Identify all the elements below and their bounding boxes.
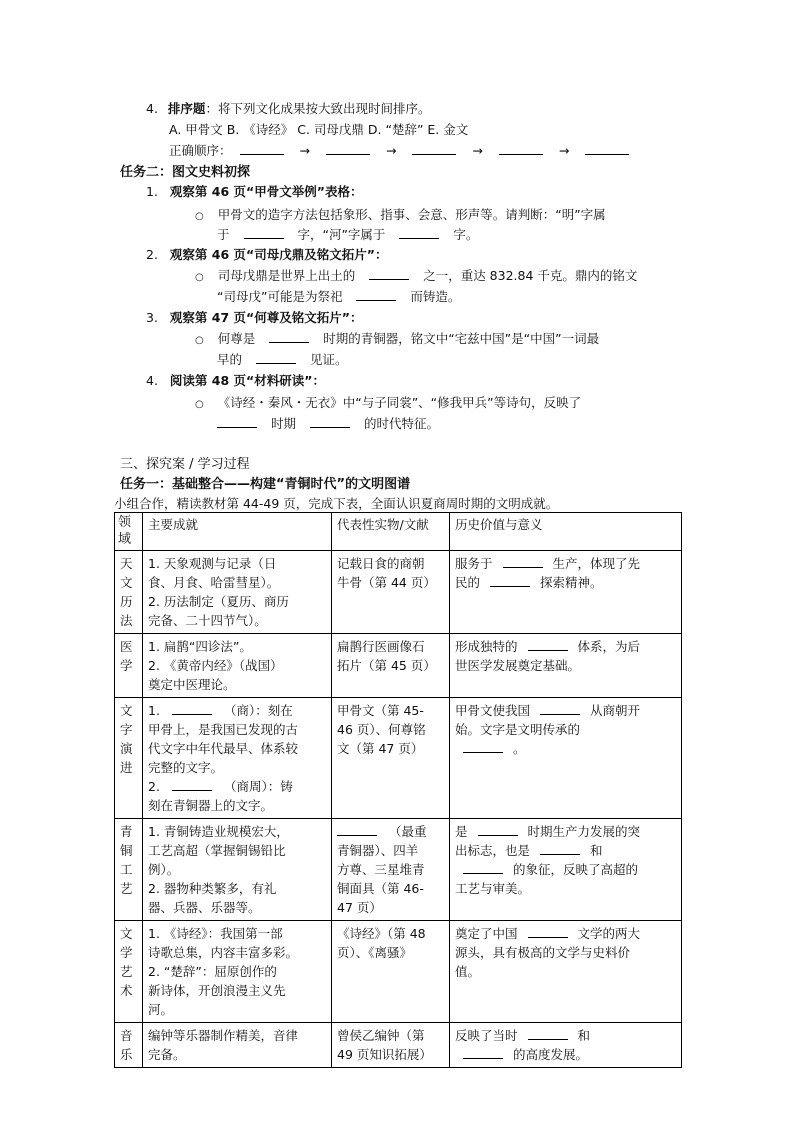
field-cell: 文 字 演 进 [115, 698, 143, 819]
item-number: 3. [146, 310, 158, 325]
q4-line [146, 99, 430, 117]
achievements-table [114, 512, 682, 1068]
task2-item-4-line-1 [195, 393, 581, 411]
line-text: 《诗经・秦风・无衣》中“与子同裳”、“修我甲兵”等诗句，反映了 [217, 395, 582, 410]
value-cell: 服务于 生产，体现了先 民的 探索精神。 [450, 551, 682, 634]
task2-item-3-line-2 [217, 350, 348, 368]
header-achievement: 主要成就 [143, 513, 332, 551]
arrow-icon: → [385, 143, 397, 158]
task2-item-1-line-1 [195, 205, 606, 223]
fill-blank[interactable] [269, 332, 309, 343]
task2-item-3 [146, 308, 362, 326]
artifact-cell: 记载日食的商朝 牛骨（第 44 页） [332, 551, 450, 634]
q4-title: 排序题 [167, 101, 206, 116]
line-text: 字，“河”字属于 [297, 227, 386, 242]
fill-blank[interactable] [172, 780, 212, 791]
field-cell: 医 学 [115, 634, 143, 698]
value-cell: 甲骨文使我国 从商朝开 始。文字是文明传承的 。 [450, 698, 682, 819]
achievement-cell: 1. 《诗经》：我国第一部 诗歌总集，内容丰富多彩。 2. “楚辞”：屈原创作的 新诗体，开创浪漫主义先 河。 [143, 921, 332, 1023]
fill-blank[interactable] [369, 269, 409, 280]
item-number: 1. [146, 184, 158, 199]
section3-task1: 任务一：基础整合——构建“青铜时代”的文明图谱 [120, 477, 411, 492]
item-number: 2. [146, 247, 158, 262]
artifact-cell: 扁鹊行医画像石 拓片（第 45 页） [332, 634, 450, 698]
fill-blank[interactable] [528, 640, 568, 651]
line-text: 于 [217, 227, 230, 242]
task2-item-4 [146, 371, 325, 389]
line-text: 时期 [270, 416, 296, 431]
q4-answer-row [169, 141, 633, 159]
task2-heading: 任务二：图文史料初探 [120, 165, 251, 180]
item-title: 观察第 46 页“司母戊鼎及铭文拓片”： [169, 247, 388, 262]
item-number: 4. [146, 373, 158, 388]
answer-blank-3[interactable] [412, 144, 456, 155]
achievement-cell: 1. 扁鹊“四诊法”。 2. 《黄帝内经》（战国） 奠定中医理论。 [143, 634, 332, 698]
bullet-circle-icon: ○ [195, 335, 204, 346]
achievement-cell: 编钟等乐器制作精美，音律 完备。 [143, 1023, 332, 1068]
fill-blank[interactable] [478, 825, 518, 836]
achievement-cell: 1. （商）：刻在 甲骨上，是我国已发现的古 代文字中年代最早、体系较 完整的文字。 2. （商周）：铸 刻在青铜器上的文字。 [143, 698, 332, 819]
artifact-cell: （最重 青铜器）、四羊 方尊、三星堆青 铜面具（第 46- 47 页） [332, 819, 450, 921]
q4-answer-label: 正确顺序： [169, 143, 232, 158]
bullet-circle-icon: ○ [195, 211, 204, 222]
arrow-icon: → [299, 143, 310, 158]
task2-item-2-line-2 [217, 287, 460, 305]
item-title: 阅读第 48 页“材料研读”： [169, 373, 325, 388]
table-row [115, 698, 682, 819]
value-cell: 是 时期生产力发展的突 出标志，也是 和 的象征，反映了高超的 工艺与审美。 [450, 819, 682, 921]
fill-blank[interactable] [503, 557, 543, 568]
field-cell: 音 乐 [115, 1023, 143, 1068]
fill-blank[interactable] [172, 704, 212, 715]
achievement-cell: 1. 天象观测与记录（日 食、月食、哈雷彗星）。 2. 历法制定（夏历、商历 完备、二十四节气）。 [143, 551, 332, 634]
header-value: 历史价值与意义 [450, 513, 682, 551]
fill-blank[interactable] [463, 742, 503, 753]
value-cell: 反映了当时 和 的高度发展。 [450, 1023, 682, 1068]
fill-blank[interactable] [356, 290, 396, 301]
line-text: 的时代特征。 [363, 416, 439, 431]
fill-blank[interactable] [244, 228, 284, 239]
fill-blank[interactable] [399, 228, 439, 239]
table-header-row [115, 513, 682, 551]
q4-options: A. 甲骨文 B. 《诗经》 C. 司母戊鼎 D. “楚辞” E. 金文 [169, 122, 469, 137]
task2-item-1 [146, 182, 362, 200]
line-text: 而铸造。 [410, 289, 461, 304]
line-text: 何尊是 [217, 331, 256, 346]
fill-blank[interactable] [217, 417, 257, 428]
artifact-cell: 《诗经》（第 48 页）、《离骚》 [332, 921, 450, 1023]
item-title: 观察第 46 页“甲骨文举例”表格： [169, 184, 363, 199]
achievement-cell: 1. 青铜铸造业规模宏大， 工艺高超（掌握铜锡铅比 例）。 2. 器物种类繁多，有礼 器、兵器、乐器等。 [143, 819, 332, 921]
bullet-circle-icon: ○ [195, 399, 204, 410]
section3-intro: 小组合作，精读教材第 44-49 页，完成下表，全面认识夏商周时期的文明成就。 [114, 496, 559, 511]
field-cell: 天 文 历 法 [115, 551, 143, 634]
table-row [115, 551, 682, 634]
bullet-circle-icon: ○ [195, 272, 204, 283]
field-cell: 青 铜 工 艺 [115, 819, 143, 921]
line-text: 之一，重达 832.84 千克。鼎内的铭文 [423, 268, 638, 283]
task2-item-1-line-2 [217, 225, 478, 243]
header-field: 领域 [115, 513, 143, 551]
fill-blank[interactable] [528, 927, 568, 938]
fill-blank[interactable] [256, 353, 296, 364]
arrow-icon: → [558, 143, 570, 158]
artifact-cell: 甲骨文（第 45- 46 页）、何尊铭 文（第 47 页） [332, 698, 450, 819]
line-text: 字。 [453, 227, 479, 242]
line-text: 甲骨文的造字方法包括象形、指事、会意、形声等。请判断：“明”字属 [217, 207, 606, 222]
task2-item-2-line-1 [195, 266, 637, 284]
q4-text: ：将下列文化成果按大致出现时间排序。 [205, 101, 431, 116]
table-row [115, 1023, 682, 1068]
section3-heading: 三、探究案 / 学习过程 [120, 457, 250, 472]
fill-blank[interactable] [540, 704, 580, 715]
arrow-icon: → [472, 143, 483, 158]
value-cell: 形成独特的 体系，为后 世医学发展奠定基础。 [450, 634, 682, 698]
table-row [115, 819, 682, 921]
line-text: “司母戊”可能是为祭祀 [217, 289, 343, 304]
value-cell: 奠定了中国 文学的两大 源头，具有极高的文学与史料价 值。 [450, 921, 682, 1023]
line-text: 早的 [217, 352, 243, 367]
fill-blank[interactable] [490, 576, 530, 587]
answer-blank-4[interactable] [499, 144, 543, 155]
answer-blank-2[interactable] [326, 144, 370, 155]
answer-blank-5[interactable] [585, 144, 629, 155]
fill-blank[interactable] [463, 1048, 503, 1059]
fill-blank[interactable] [528, 1029, 568, 1040]
artifact-cell: 曾侯乙编钟（第 49 页知识拓展） [332, 1023, 450, 1068]
task2-item-2 [146, 245, 387, 263]
field-cell: 文 学 艺 术 [115, 921, 143, 1023]
table-row [115, 921, 682, 1023]
fill-blank[interactable] [337, 825, 377, 836]
fill-blank[interactable] [463, 863, 503, 874]
task2-item-4-line-2 [217, 414, 439, 432]
answer-blank-1[interactable] [240, 144, 284, 155]
table-row [115, 634, 682, 698]
item-title: 观察第 47 页“何尊及铭文拓片”： [169, 310, 363, 325]
fill-blank[interactable] [540, 844, 580, 855]
task2-item-3-line-1 [195, 329, 599, 347]
line-text: 司母戊鼎是世界上出土的 [217, 268, 356, 283]
header-artifact: 代表性实物/文献 [332, 513, 450, 551]
fill-blank[interactable] [310, 417, 350, 428]
line-text: 见证。 [309, 352, 348, 367]
line-text: 时期的青铜器，铭文中“宅兹中国”是“中国”一词最 [323, 331, 600, 346]
q4-number: 4. [146, 101, 158, 116]
